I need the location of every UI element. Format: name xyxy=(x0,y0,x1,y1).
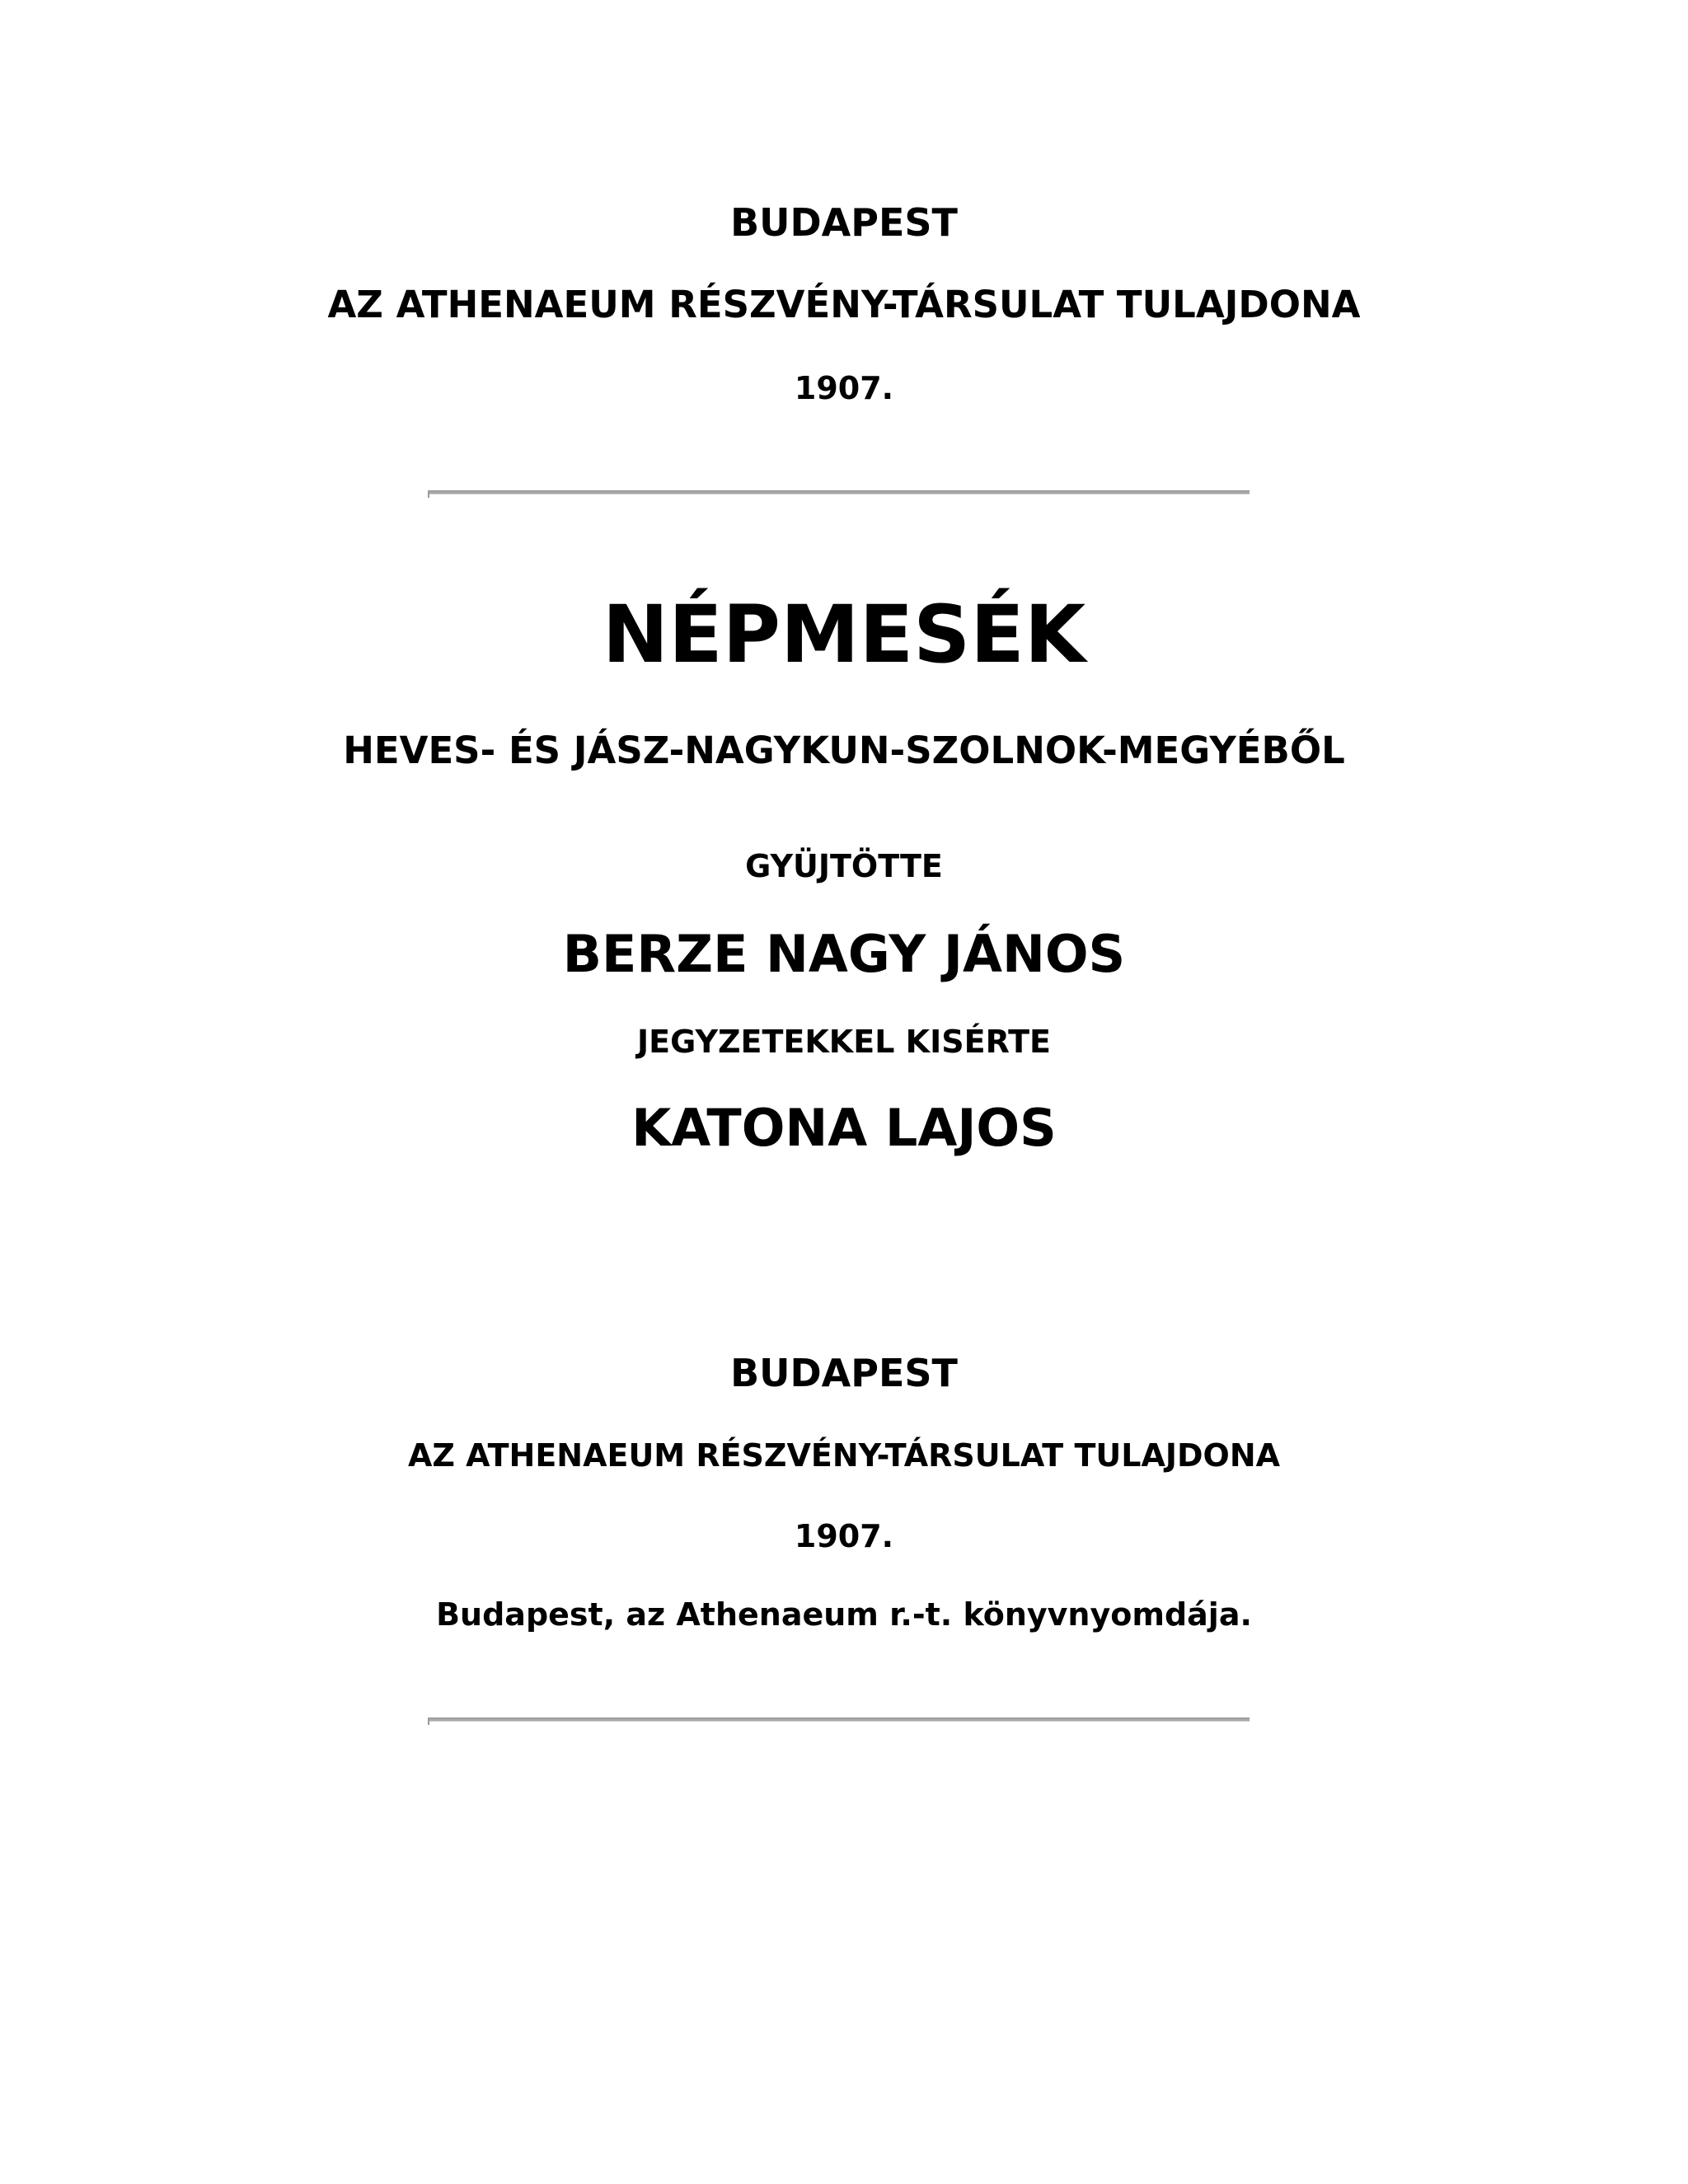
top-year: 1907. xyxy=(794,370,894,406)
printer-line: Budapest, az Athenaeum r.-t. könyvnyomdája. xyxy=(436,1596,1252,1633)
notes-label: JEGYZETEKKEL KISÉRTE xyxy=(637,1024,1051,1060)
bottom-divider xyxy=(429,1718,1250,1722)
book-title: NÉPMESÉK xyxy=(602,588,1086,681)
bottom-city: BUDAPEST xyxy=(730,1351,958,1395)
collected-label: GYÜJTÖTTE xyxy=(745,848,943,884)
bottom-year: 1907. xyxy=(794,1518,894,1554)
bottom-publisher: AZ ATHENAEUM RÉSZVÉNY-TÁRSULAT TULAJDONA xyxy=(407,1437,1281,1474)
top-city: BUDAPEST xyxy=(730,200,958,245)
collector-name: BERZE NAGY JÁNOS xyxy=(562,924,1126,984)
book-subtitle: HEVES- ÉS JÁSZ-NAGYKUN-SZOLNOK-MEGYÉBŐL xyxy=(343,729,1345,772)
top-divider xyxy=(429,490,1250,494)
top-publisher: AZ ATHENAEUM RÉSZVÉNY-TÁRSULAT TULAJDONA xyxy=(327,283,1361,326)
annotator-name: KATONA LAJOS xyxy=(631,1098,1057,1158)
